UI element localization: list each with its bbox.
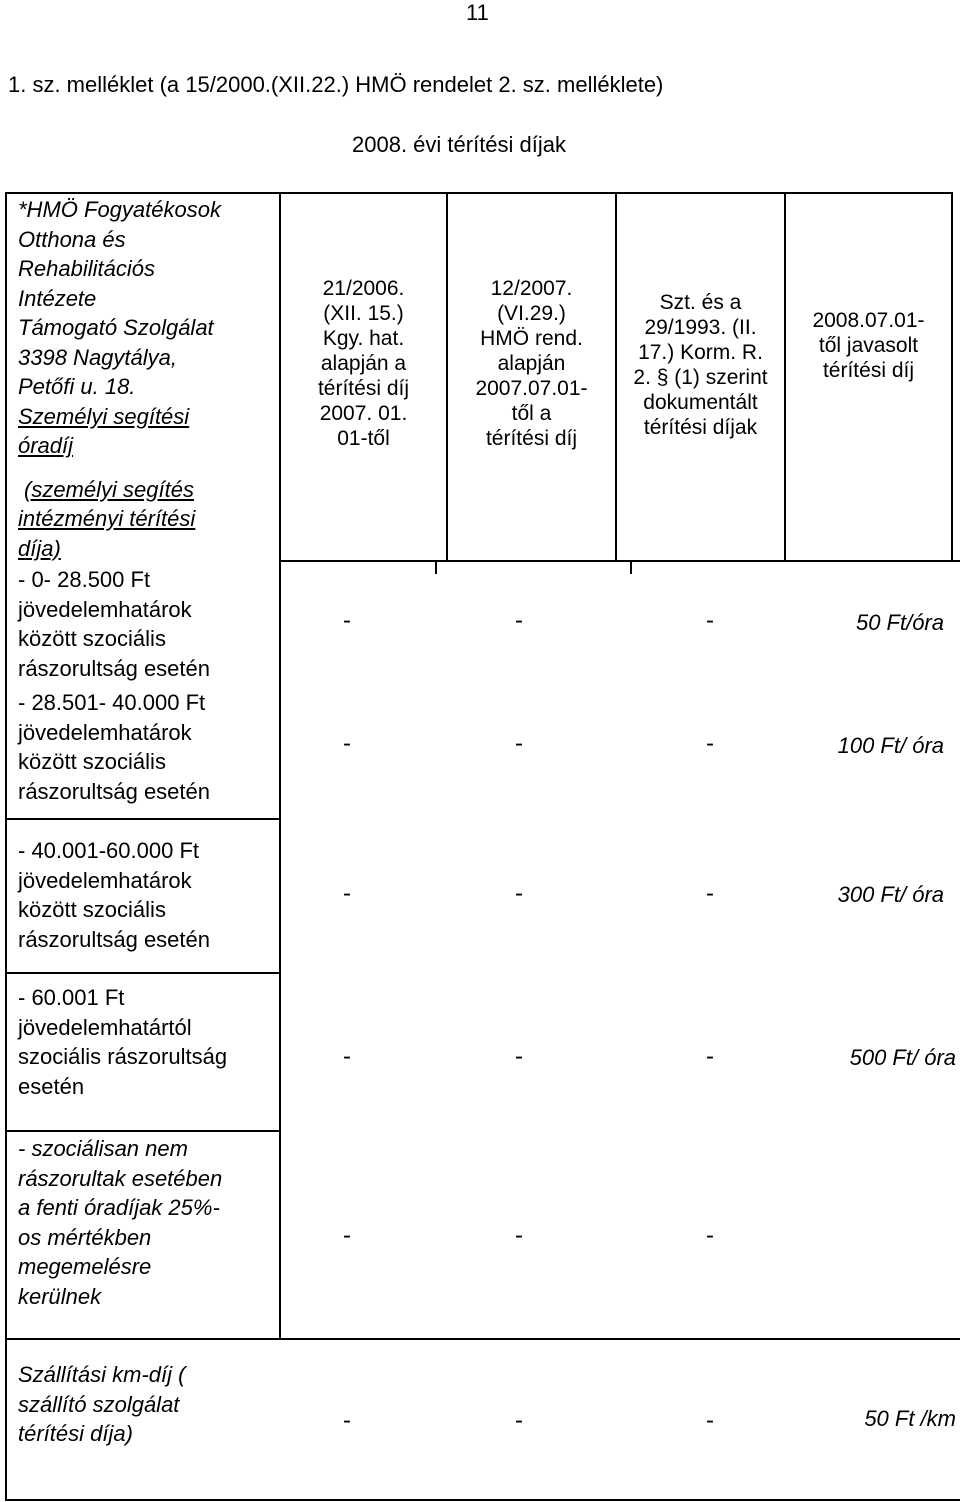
row-label-line: - szociálisan nem [18,1136,188,1161]
row-label-line: rászorultság esetén [18,778,210,804]
price-value: 500 Ft/ óra [849,1045,956,1070]
cell-dash: - [343,1222,351,1249]
service-subtitle-line: (személyi segítés [24,476,194,502]
cell-dash: - [515,607,523,634]
header-documented-fees [617,290,784,440]
header-line: (XII. 15.) [323,302,404,325]
row-label-line: jövedelemhatárok [18,867,192,893]
row-label-line: szállító szolgálat [18,1391,180,1417]
cell-dash: - [343,730,351,757]
header-line: (VI.29.) [497,302,566,325]
header-line: alapján a [320,352,407,375]
row-label-line: Szállítási km-díj ( [18,1362,186,1387]
row-label [18,836,210,954]
institution-line: 3398 Nagytálya, [18,344,177,370]
row-label [18,1134,222,1311]
institution-line: Intézete [18,285,97,311]
reference-line: 1. sz. melléklet (a 15/2000.(XII.22.) HMÖ rendelet 2. sz. melléklete) [8,72,664,97]
cell-dash: - [706,1043,714,1070]
row-label-line: - 40.001-60.000 Ft [18,838,200,863]
header-line: térítési díjak [643,416,758,439]
cell-dash: - [515,1043,523,1070]
header-2007-jul [448,276,615,451]
row-label-line: szociális rászorultság [18,1044,228,1069]
year-title: 2008. évi térítési díjak [352,132,567,157]
institution-name [18,195,221,563]
row-label-line: között szociális [18,626,166,651]
cell-dash: - [343,880,351,907]
cell-dash: - [515,880,523,907]
cell-dash: - [706,880,714,907]
cell-dash: - [706,1407,714,1434]
row-label [18,1360,185,1449]
cell-dash: - [343,607,351,634]
institution-line: Támogató Szolgálat [18,315,214,340]
row-label-line: rászorultság esetén [18,655,210,681]
header-line: dokumentált [643,391,758,414]
cell-dash: - [706,1222,714,1249]
header-proposed-fee [786,308,951,383]
header-line: HMÖ rend. [480,327,583,350]
service-subtitle-line: díja) [18,535,61,561]
header-line: 2. § (1) szerint [633,366,768,389]
row-label-line: os mértékben [18,1224,152,1250]
cell-dash: - [515,1407,523,1434]
cell-dash: - [706,607,714,634]
price-value: 300 Ft/ óra [837,882,944,907]
row-label-line: rászorultság esetén [18,926,210,952]
row-label-line: kerülnek [18,1283,102,1309]
row-label-line: jövedelemhatárok [18,719,192,745]
header-line: térítési díj [317,377,410,400]
row-label-line: - 0- 28.500 Ft [18,567,151,592]
price-value: 50 Ft/óra [855,610,944,635]
header-line: től a [511,402,552,425]
header-line: 2007.07.01- [475,377,588,400]
price-value: 100 Ft/ óra [837,733,944,758]
header-line: térítési díj [822,359,915,382]
header-line: től javasolt [818,334,919,357]
service-title-line: Személyi segítési [18,403,190,429]
cell-dash: - [515,1222,523,1249]
header-line: 2007. 01. [319,402,408,425]
header-line: 29/1993. (II. [644,316,757,339]
row-label-line: térítési díja) [18,1421,133,1446]
header-line: 2008.07.01- [812,309,925,332]
row-label-line: jövedelemhatárok [18,596,192,622]
row-label-line: esetén [18,1073,85,1099]
header-line: Kgy. hat. [322,327,405,350]
service-title-line: óradíj [18,433,74,458]
service-subtitle-line: intézményi térítési [18,506,196,531]
header-2007-jan [281,276,446,451]
cell-dash: - [343,1407,351,1434]
row-label-line: megemelésre [18,1254,152,1279]
row-label-line: jövedelemhatártól [18,1014,192,1040]
price-value: 50 Ft /km [864,1406,956,1431]
row-label-line: a fenti óradíjak 25%- [18,1195,220,1220]
institution-line: Petőfi u. 18. [18,374,136,399]
header-line: térítési díj [485,427,578,450]
cell-dash: - [515,730,523,757]
row-label-line: között szociális [18,749,166,774]
header-line: 12/2007. [490,277,573,300]
page-number: 11 [466,0,489,25]
row-label-line: rászorultak esetében [18,1165,223,1191]
header-line: 21/2006. [322,277,405,300]
cell-dash: - [343,1043,351,1070]
header-line: Szt. és a [659,291,742,314]
header-line: 17.) Korm. R. [638,341,763,364]
row-label-line: - 28.501- 40.000 Ft [18,690,206,715]
cell-dash: - [706,730,714,757]
row-label [18,565,210,683]
row-label-line: között szociális [18,897,166,922]
row-label [18,983,227,1101]
institution-line: *HMÖ Fogyatékosok [18,197,221,222]
header-line: 01-től [337,427,390,450]
row-label-line: - 60.001 Ft [18,985,125,1010]
institution-line: Otthona és [18,226,126,252]
row-label [18,688,210,806]
header-line: alapján [497,352,566,375]
institution-line: Rehabilitációs [18,256,155,281]
